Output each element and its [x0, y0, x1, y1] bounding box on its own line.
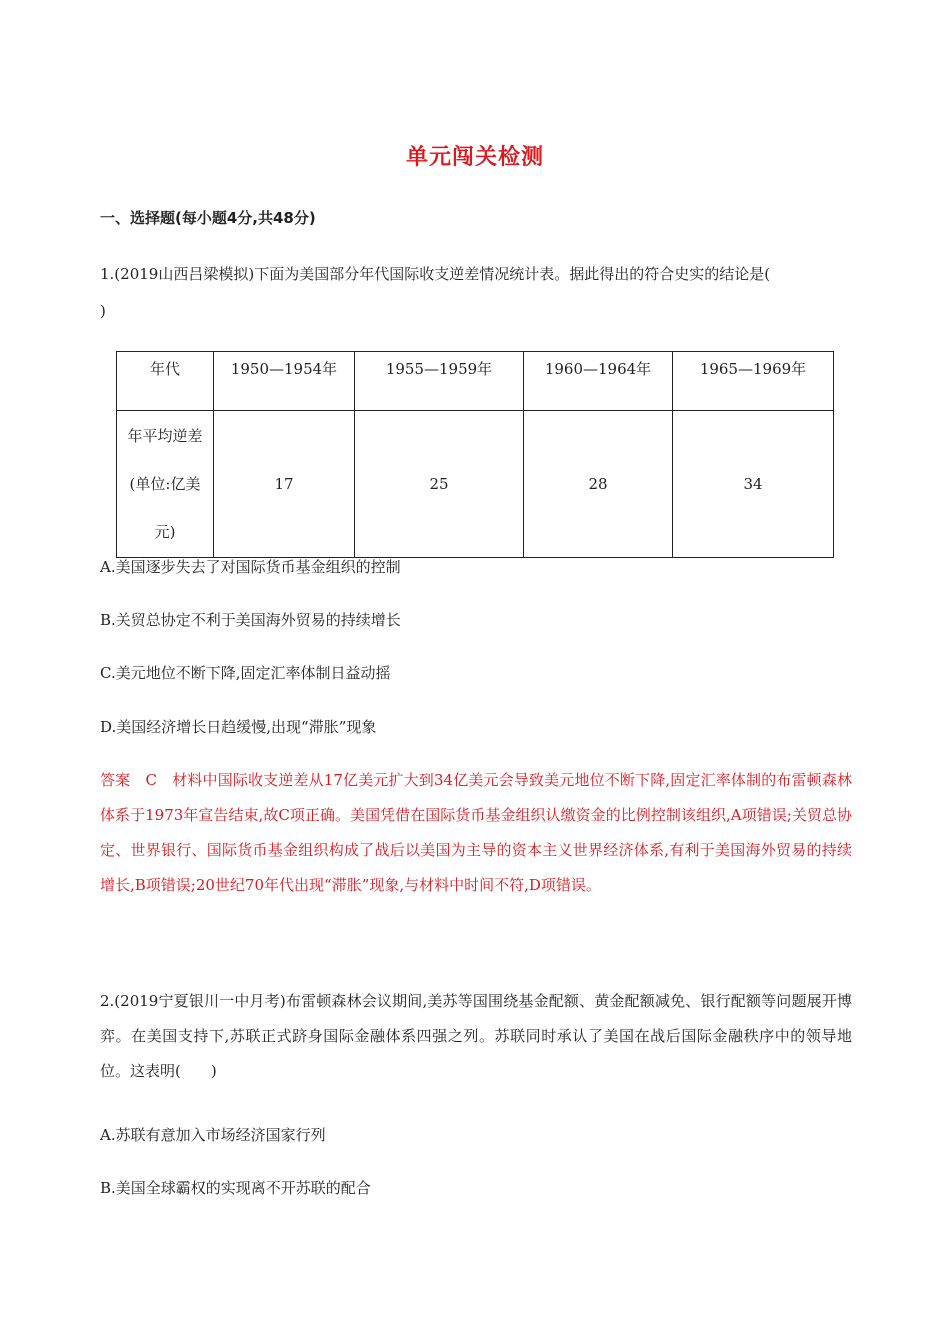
question-1-stem-line2: ) [100, 302, 106, 320]
question-1-option-b: B.关贸总协定不利于美国海外贸易的持续增长 [100, 611, 401, 629]
deficit-table [116, 351, 834, 558]
table-period-4: 1965—1969年 [673, 352, 834, 411]
question-1-option-c: C.美元地位不断下降,固定汇率体制日益动摇 [100, 664, 391, 682]
question-2-stem: 2.(2019宁夏银川一中月考)布雷顿森林会议期间,美苏等国围绕基金配额、黄金配额减免、银行配额等问题展开博弈。在美国支持下,苏联正式跻身国际金融体系四强之列。苏联同时承认了美国在战后国际金融秩序中的领导地位。这表明( ) [100, 992, 852, 1080]
row-label-line-2: (单位:亿美 [129, 475, 201, 493]
table-period-1: 1950—1954年 [214, 352, 355, 411]
table-row-label [117, 411, 214, 558]
table-header-row [117, 352, 834, 411]
question-1-answer: 答案 C 材料中国际收支逆差从17亿美元扩大到34亿美元会导致美元地位不断下降,固定汇率体制的布雷顿森林体系于1973年宣告结束,故C项正确。美国凭借在国际货币基金组织认缴资金的比例控制该组织,A项错误;关贸总协定、世界银行、国际货币基金组织构成了战后以美国为主导的资本主义世界经济体系,有利于美国海外贸易的持续增长,B项错误;20世纪70年代出现“滞胀”现象,与材料中时间不符,D项错误。 [100, 771, 852, 894]
question-1-stem-line1: 1.(2019山西吕梁模拟)下面为美国部分年代国际收支逆差情况统计表。据此得出的符合史实的结论是( [100, 265, 771, 283]
section-heading: 一、选择题(每小题4分,共48分) [100, 209, 316, 227]
table-value-3: 28 [524, 411, 673, 558]
table-value-2: 25 [355, 411, 524, 558]
question-2-option-a: A.苏联有意加入市场经济国家行列 [100, 1126, 326, 1144]
question-1-option-d: D.美国经济增长日趋缓慢,出现“滞胀”现象 [100, 718, 377, 736]
row-label-line-3: 元) [154, 523, 176, 541]
table-period-2: 1955—1959年 [355, 352, 524, 411]
table-period-3: 1960—1964年 [524, 352, 673, 411]
row-label-line-1: 年平均逆差 [127, 427, 203, 445]
question-2-option-b: B.美国全球霸权的实现离不开苏联的配合 [100, 1179, 371, 1197]
table-value-4: 34 [673, 411, 834, 558]
table-header-label: 年代 [117, 352, 214, 411]
question-1-option-a: A.美国逐步失去了对国际货币基金组织的控制 [100, 558, 401, 576]
table-value-1: 17 [214, 411, 355, 558]
table-data-row [117, 411, 834, 558]
page-title: 单元闯关检测 [405, 145, 544, 170]
